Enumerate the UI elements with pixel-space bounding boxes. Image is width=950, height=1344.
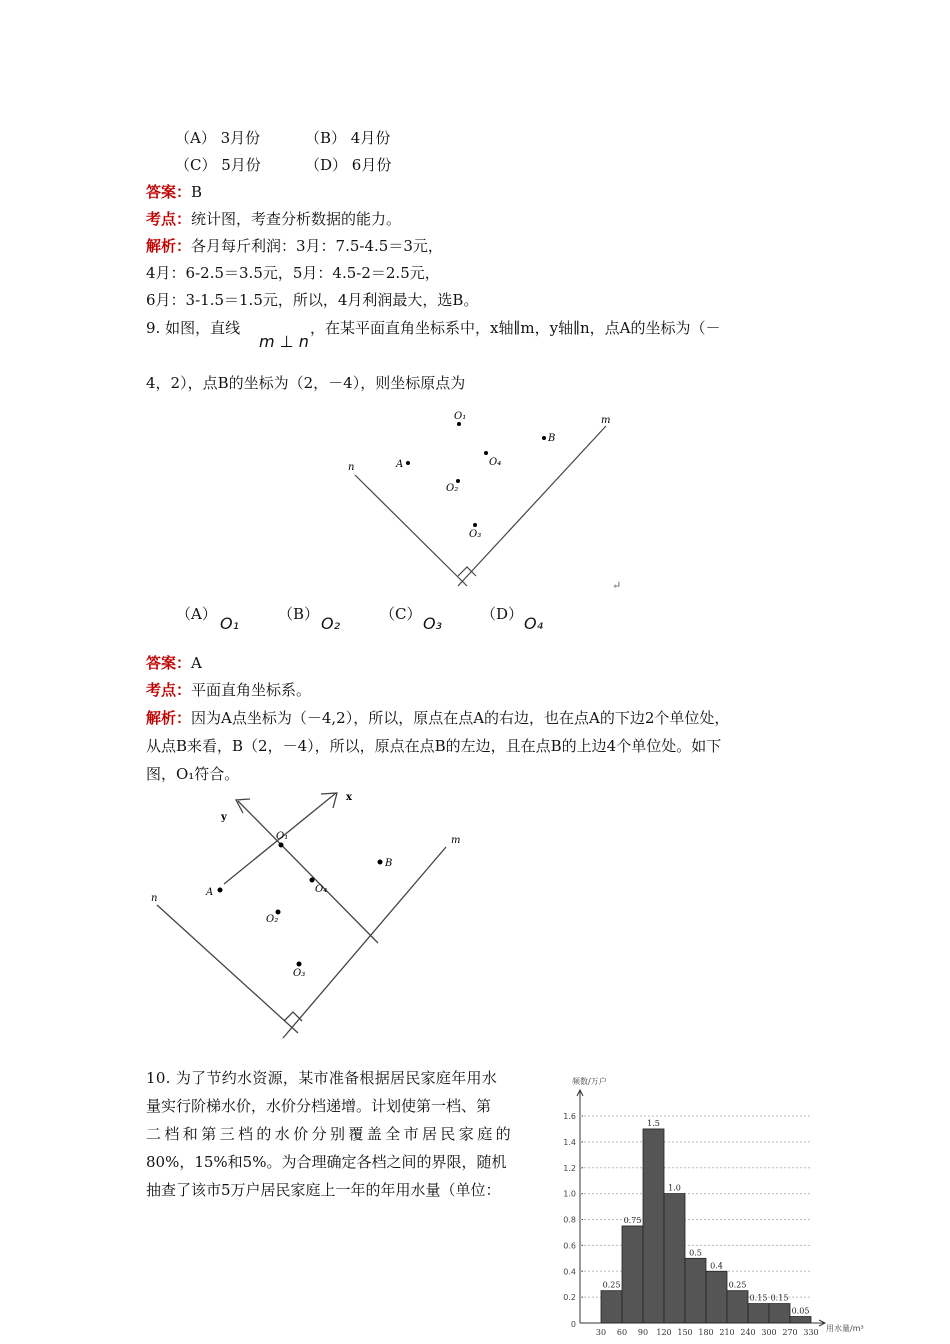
- q9-option-b-value: O₂: [321, 614, 341, 633]
- x-arrow: [321, 793, 337, 808]
- label-a: A: [396, 459, 404, 470]
- y-tick-label: 1.2: [563, 1163, 576, 1173]
- x-tick-label: 30: [595, 1328, 607, 1337]
- histogram-bar: [685, 1258, 706, 1323]
- label-n: n: [151, 893, 158, 904]
- q10-line-3: 二档和第三档的水价分别覆盖全市居民家庭的: [146, 1125, 515, 1143]
- x-tick-label: 270: [782, 1328, 798, 1337]
- label-o4: O₄: [315, 884, 328, 895]
- label-o3: O₃: [293, 968, 306, 979]
- label-o2: O₂: [446, 483, 459, 494]
- x-tick-label: 120: [656, 1328, 672, 1337]
- x-tick-label: 330: [803, 1328, 819, 1337]
- q9-stem-1b: ，在某平面直角坐标系中，x轴∥m，y轴∥n，点A的坐标为（－: [310, 319, 721, 337]
- y-tick-label-zero: 0: [570, 1320, 576, 1329]
- histogram-bar: [622, 1226, 643, 1323]
- x-tick-label: 240: [740, 1328, 756, 1337]
- q10-line-1: 10. 为了节约水资源，某市准备根据居民家庭年用水: [146, 1069, 498, 1087]
- histogram-bar: [748, 1304, 769, 1323]
- label-m: m: [601, 415, 611, 426]
- q9-option-c-label: （C）: [380, 605, 422, 623]
- y-axis: [238, 801, 378, 943]
- q9-analysis-2: 从点B来看，B（2，－4），所以，原点在点B的左边，且在点B的上边4个单位处。如下: [146, 737, 722, 755]
- histogram-bar: [664, 1194, 685, 1323]
- bar-value-label: 0.05: [791, 1306, 810, 1316]
- q8-point: 考点：统计图，考查分析数据的能力。: [146, 210, 402, 228]
- label-o1: O₁: [454, 411, 467, 422]
- point-b: [378, 860, 383, 865]
- q10-line-2: 量实行阶梯水价，水价分档递增。计划使第一档、第: [146, 1097, 492, 1115]
- histogram-bar: [601, 1291, 622, 1323]
- y-tick-label: 0.8: [563, 1215, 576, 1225]
- histogram-bar: [769, 1304, 790, 1323]
- label-m: m: [451, 835, 461, 846]
- q8-answer: 答案：B: [146, 183, 203, 201]
- q9-option-c-value: O₃: [423, 614, 443, 633]
- y-tick-label: 1.0: [563, 1189, 576, 1199]
- x-tick-label: 210: [719, 1328, 735, 1337]
- q8-option-a: （A） 3月份: [175, 129, 261, 147]
- x-axis-label: 用水量/m³: [826, 1324, 864, 1333]
- q9-option-d-value: O₄: [524, 614, 544, 633]
- q9-answer: 答案：A: [146, 654, 202, 672]
- q9-option-a-value: O₁: [220, 614, 240, 633]
- label-b: B: [548, 433, 556, 444]
- label-b: B: [385, 858, 393, 869]
- histogram-bar: [790, 1317, 811, 1323]
- histogram-chart: [560, 1064, 880, 1344]
- q10-line-4: 80%，15%和5%。为合理确定各档之间的界限，随机: [146, 1153, 507, 1171]
- q9-option-b-label: （B）: [278, 605, 320, 623]
- q8-analysis-3: 6月：3-1.5＝1.5元，所以，4月利润最大，选B。: [146, 291, 479, 309]
- label-o3: O₃: [469, 529, 482, 540]
- y-tick-label: 0.4: [563, 1267, 576, 1277]
- q8-option-b: （B） 4月份: [305, 129, 391, 147]
- bar-value-label: 0.25: [602, 1280, 621, 1290]
- return-mark: ↵: [612, 579, 622, 592]
- histogram-bar: [643, 1129, 664, 1323]
- q8-option-c: （C） 5月份: [175, 156, 261, 174]
- x-tick-label: 150: [677, 1328, 693, 1337]
- histogram-bar: [706, 1271, 727, 1323]
- point-o3: [297, 962, 302, 967]
- q9-analysis-3: 图，O₁符合。: [146, 765, 240, 783]
- bar-value-label: 1.5: [647, 1118, 660, 1128]
- line-m: [283, 847, 446, 1038]
- bar-value-label: 0.25: [728, 1280, 747, 1290]
- bar-value-label: 0.15: [749, 1293, 768, 1303]
- q9-formula: m ⊥ n: [259, 332, 309, 351]
- bar-value-label: 0.4: [710, 1261, 723, 1271]
- q9-point: 考点：平面直角坐标系。: [146, 681, 312, 699]
- x-tick-label: 300: [761, 1328, 777, 1337]
- label-o4: O₄: [489, 457, 502, 468]
- x-tick-label: 60: [616, 1328, 628, 1337]
- q8-analysis-1: 解析：各月每斤利润：3月：7.5-4.5＝3元，: [146, 237, 443, 255]
- x-tick-label: 180: [698, 1328, 714, 1337]
- label-n: n: [348, 462, 355, 473]
- point-a: [218, 888, 223, 893]
- y-tick-label: 0.2: [563, 1293, 576, 1303]
- q8-option-d: （D） 6月份: [305, 156, 392, 174]
- bar-value-label: 0.5: [689, 1248, 702, 1258]
- label-a: A: [206, 887, 214, 898]
- x-tick-label: 90: [637, 1328, 649, 1337]
- y-tick-label: 1.6: [563, 1112, 576, 1121]
- point-o4: [310, 878, 315, 883]
- bar-value-label: 0.15: [770, 1293, 789, 1303]
- q9-analysis-1: 解析：因为A点坐标为（－4,2），所以，原点在点A的右边，也在点A的下边2个单位处，: [146, 709, 730, 727]
- q9-option-d-label: （D）: [481, 605, 524, 623]
- y-axis-label: 频数/万户: [572, 1077, 607, 1086]
- histogram-bar: [727, 1291, 748, 1323]
- label-x: x: [346, 792, 352, 803]
- q10-line-5: 抽查了该市5万户居民家庭上一年的年用水量（单位：: [146, 1181, 501, 1199]
- label-o2: O₂: [266, 914, 279, 925]
- q9-stem-1a: 9. 如图，直线: [146, 319, 241, 337]
- q8-analysis-2: 4月：6-2.5＝3.5元，5月：4.5-2＝2.5元，: [146, 264, 440, 282]
- q9-stem-2: 4，2），点B的坐标为（2，－4），则坐标原点为: [146, 374, 466, 392]
- q9-option-a-label: （A）: [176, 605, 217, 623]
- point-o1: [279, 843, 284, 848]
- bar-value-label: 0.75: [623, 1215, 642, 1225]
- label-o1: O₁: [276, 831, 289, 842]
- label-y: y: [221, 812, 227, 823]
- bar-value-label: 1.0: [668, 1183, 681, 1193]
- y-tick-label: 1.4: [563, 1137, 576, 1147]
- y-tick-label: 0.6: [563, 1241, 576, 1251]
